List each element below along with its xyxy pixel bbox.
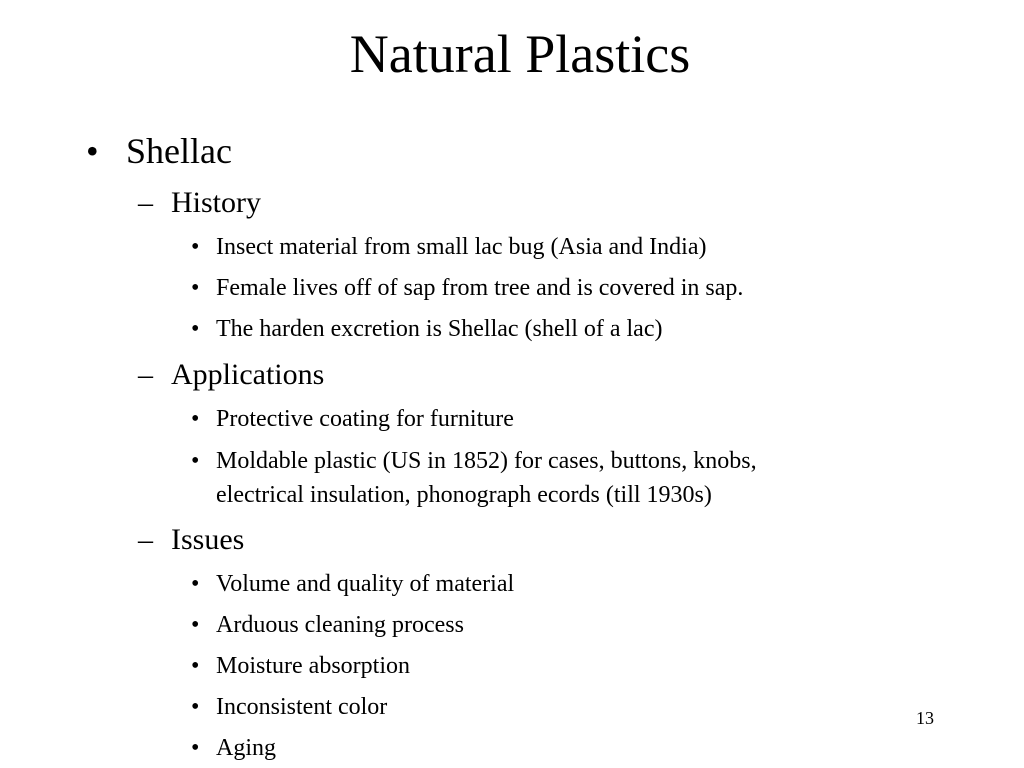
bullet-marker: • — [191, 735, 200, 761]
history-point-3: The harden excretion is Shellac (shell of a lac) — [216, 316, 663, 342]
bullet-marker: • — [191, 653, 200, 679]
bullet-marker: • — [191, 448, 200, 474]
applications-point-2: Moldable plastic (US in 1852) for cases, buttons, knobs, — [216, 448, 757, 474]
slide-number: 13 — [916, 708, 934, 728]
issues-point-2: Arduous cleaning process — [216, 612, 464, 638]
issues-point-1: Volume and quality of material — [216, 571, 515, 597]
bullet-marker: • — [191, 612, 200, 638]
applications-point-2-continued: electrical insulation, phonograph ecords (till 1930s) — [216, 482, 712, 508]
issues-point-5: Aging — [216, 735, 276, 761]
bullet-marker: • — [86, 131, 99, 171]
slide-title: Natural Plastics — [349, 24, 691, 84]
history-point-2: Female lives off of sap from tree and is covered in sap. — [216, 275, 744, 301]
bullet-marker: • — [191, 571, 200, 597]
applications-point-1: Protective coating for furniture — [216, 406, 514, 432]
heading-issues: Issues — [171, 523, 245, 556]
bullet-marker: • — [191, 275, 200, 301]
history-point-1: Insect material from small lac bug (Asia and India) — [216, 234, 707, 260]
heading-history: History — [171, 186, 261, 219]
topic-shellac: Shellac — [126, 131, 232, 171]
bullet-marker: • — [191, 694, 200, 720]
issues-point-4: Inconsistent color — [216, 694, 388, 720]
bullet-marker: • — [191, 406, 200, 432]
bullet-marker: • — [191, 234, 200, 260]
heading-applications: Applications — [171, 358, 325, 391]
dash-marker: – — [138, 358, 153, 391]
issues-point-3: Moisture absorption — [216, 653, 410, 679]
bullet-marker: • — [191, 316, 200, 342]
dash-marker: – — [138, 186, 153, 219]
dash-marker: – — [138, 523, 153, 556]
